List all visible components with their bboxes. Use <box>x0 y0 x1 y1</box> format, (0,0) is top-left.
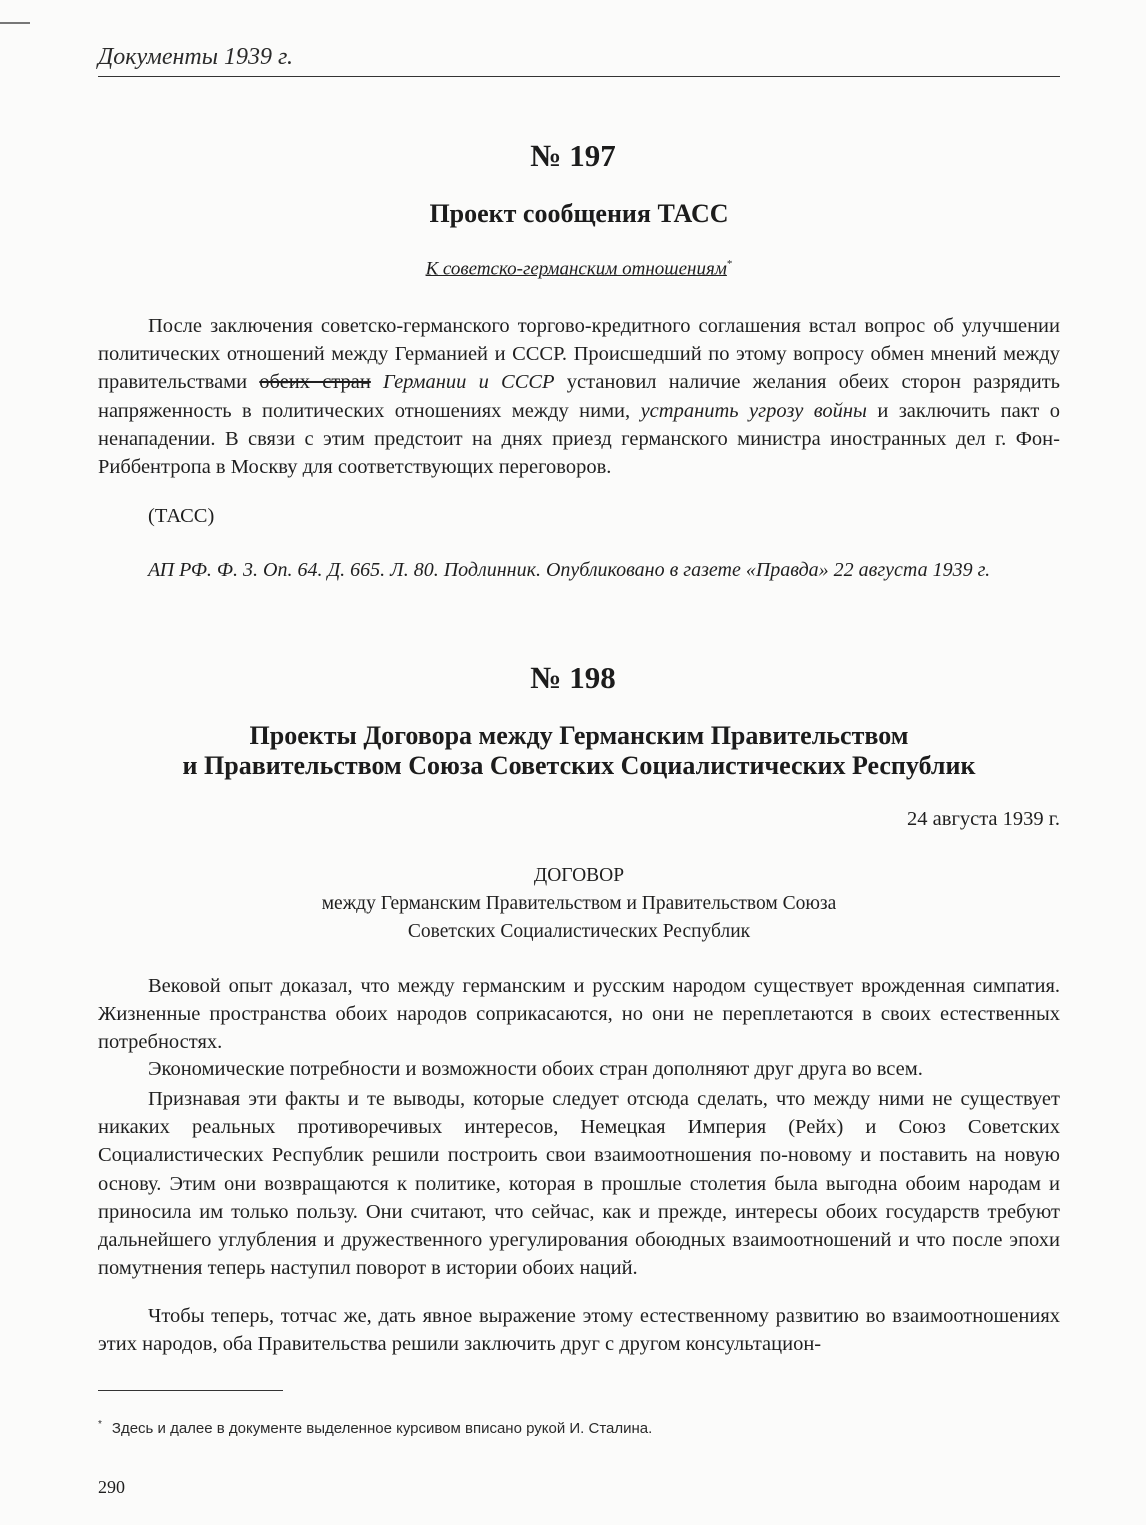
header-rule <box>98 76 1060 77</box>
doc197-text-c: установил наличие желания обеих сторон разрядить напряженность в политических отношениях между ними, <box>98 371 1061 422</box>
doc197-title: Проект сообщения ТАСС <box>429 199 729 228</box>
doc197-handwritten-insert-2: устранить угрозу войны <box>640 399 867 422</box>
doc198-paragraph-4: Чтобы теперь, тотчас же, дать явное выражение этому естественному развитию во взаимоотношениях этих народов, оба Правительства решили заключить друг с другом консультацион- <box>98 1305 1060 1356</box>
doc198-title-line2: и Правительством Союза Советских Социалистических Республик <box>182 751 976 780</box>
doc198-paragraph-2: Экономические потребности и возможности обоих стран дополняют друг друга во всем. <box>148 1058 923 1080</box>
doc197-signature: (ТАСС) <box>148 505 215 527</box>
doc198-paragraph-3: Признавая эти факты и те выводы, которые следует отсюда сделать, что между ними не существует никаких реальных противоречивых интересов, Немецкая Империя (Рейх) и Союз Советских Социалистических Республик решили построить свои взаимоотношения по-новому и поставить на новую основу. Этим они возвращаются к политике, которая в прошлые столетия была выгодна обоим народам и приносила им только пользу. Они считают, что сейчас, как и прежде, интересы обоих государств требуют дальнейшего углубления и дружественного урегулирования обоюдных взаимоотношений и что после эпохи помутнения теперь наступил поворот в истории обоих наций. <box>98 1088 1060 1280</box>
doc198-paragraph-1: Вековой опыт доказал, что между германским и русским народом существует врожденная симпатия. Жизненные пространства обоих народов соприкасаются, но они не переплетаются в своих естественных потребностях. <box>98 975 1060 1054</box>
doc197-number: № 197 <box>530 138 616 173</box>
footnote-marker: * <box>98 1419 102 1430</box>
page-number: 290 <box>98 1477 125 1497</box>
doc197-paragraph <box>98 312 1060 481</box>
doc198-date: 24 августа 1939 г. <box>907 808 1060 830</box>
doc197-text-b <box>371 371 383 393</box>
footnote <box>98 1419 652 1437</box>
scan-corner-mark <box>0 22 30 24</box>
doc197-text-d: и заключить пакт о ненападении. В связи с этим предстоит на днях приезд германского министра иностранных дел г. Фон-Риббентропа в Москву для соответствующих переговоров. <box>98 399 1060 479</box>
doc197-subtitle <box>98 258 1060 280</box>
doc198-title-line1: Проекты Договора между Германским Правительством <box>249 721 909 750</box>
doc198-heading-sub2: Советских Социалистических Республик <box>407 921 751 942</box>
doc197-subtitle-text: К советско-германским отношениям <box>425 258 727 280</box>
doc197-text-a: После заключения советско-германского торгово-кредитного соглашения встал вопрос об улучшении политических отношений между Германией и СССР. Происшедший по этому вопросу обмен мнений между правительствами <box>98 315 1060 394</box>
running-head: Документы 1939 г. <box>98 44 294 70</box>
doc197-handwritten-insert-1: Германии и СССР <box>383 371 555 394</box>
footnote-rule <box>98 1390 283 1391</box>
doc197-footnote-marker: * <box>726 258 733 270</box>
doc198-heading-sub1: между Германским Правительством и Правительством Союза <box>321 893 837 914</box>
doc198-heading: ДОГОВОР <box>533 865 625 886</box>
doc198-number: № 198 <box>530 660 616 695</box>
footnote-text: Здесь и далее в документе выделенное курсивом вписано рукой И. Сталина. <box>111 1420 653 1437</box>
doc197-archive-source: АП РФ. Ф. 3. Оп. 64. Д. 665. Л. 80. Подлинник. Опубликовано в газете «Правда» 22 августа 1939 г. <box>148 559 991 581</box>
doc197-struck-text: обеих стран <box>259 371 371 394</box>
